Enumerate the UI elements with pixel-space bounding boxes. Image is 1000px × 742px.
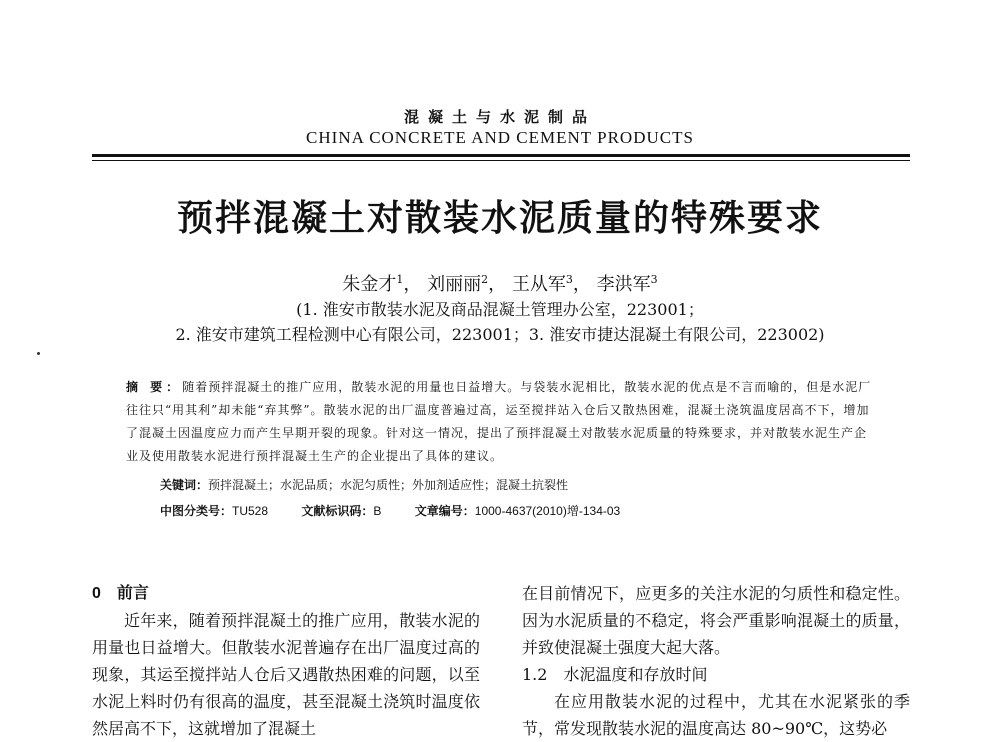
keywords: [160, 476, 568, 493]
author-name: 李洪军: [596, 274, 651, 295]
author-name: 王从军: [511, 274, 566, 295]
header-rule-thin: [92, 160, 910, 161]
body-paragraph: 在目前情况下，应更多的关注水泥的匀质性和稳定性。因为水泥质量的不稳定，将会严重影响混凝土的质量，并致使混凝土强度大起大落。: [522, 584, 910, 657]
author-affiliation-mark: 1: [396, 273, 404, 286]
header-rule-thick: [92, 154, 910, 157]
document-code-value: B: [373, 504, 382, 518]
classification-line: [160, 502, 620, 519]
article-title: 预拌混凝土对散装水泥质量的特殊要求: [176, 197, 823, 239]
author-separator: ，: [403, 274, 422, 295]
affiliation-line-2: 2. 淮安市建筑工程检测中心有限公司，223001；3. 淮安市捷达混凝土有限公司，223002): [175, 325, 825, 344]
class-number-value: TU528: [232, 504, 269, 518]
body-paragraph: 在应用散装水泥的过程中，尤其在水泥紧张的季节，常发现散装水泥的温度高达 80~90℃，这势必: [522, 692, 910, 738]
journal-title-english: CHINA CONCRETE AND CEMENT PRODUCTS: [306, 128, 694, 147]
subsection-heading: 1.2 水泥温度和存放时间: [522, 665, 708, 684]
affiliation-line-1: (1. 淮安市散装水泥及商品混凝土管理办公室，223001；: [296, 300, 704, 319]
article-number-label: 文章编号：: [414, 504, 475, 518]
body-paragraph: 近年来，随着预拌混凝土的推广应用，散装水泥的用量也日益增大。但散装水泥普遍存在出厂温度过高的现象，其运至搅拌站人仓后又遇散热困难的问题，以至水泥上料时仍有很高的温度，甚至混凝土浇筑时温度依然居高不下，这就增加了混凝土: [92, 611, 480, 738]
author-name: 朱金才: [342, 274, 397, 295]
author-affiliation-mark: 3: [650, 273, 658, 286]
class-number-label: 中图分类号：: [160, 504, 233, 518]
abstract-text: 随着预拌混凝土的推广应用，散装水泥的用量也日益增大。与袋装水泥相比，散装水泥的优点是不言而喻的，但是水泥厂往往只“用其利”却未能“弃其弊”。散装水泥的出厂温度普遍过高，运至搅拌站入仓后又散热困难，混凝土浇筑温度居高不下，增加了混凝土因温度应力而产生早期开裂的现象。针对这一情况，提出了预拌混凝土对散装水泥质量的特殊要求，并对散装水泥生产企业及使用散装水泥进行预拌混凝土生产的企业提出了具体的建议。: [126, 380, 872, 463]
article-number-value: 1000-4637(2010)增-134-03: [474, 504, 621, 518]
journal-title-chinese: 混凝土与水泥制品: [403, 108, 596, 126]
section-heading-intro: 0 前言: [92, 585, 149, 602]
author-separator: ，: [572, 274, 591, 295]
keywords-text: 预拌混凝土；水泥品质；水泥匀质性；外加剂适应性；混凝土抗裂性: [208, 478, 569, 492]
body-column-left: [92, 580, 480, 742]
author-affiliation-mark: 3: [565, 273, 573, 286]
abstract-label: 摘 要：: [126, 380, 183, 394]
body-column-right: [522, 580, 910, 742]
scan-speck: [37, 352, 40, 355]
abstract: [126, 376, 878, 468]
author-separator: ，: [488, 274, 507, 295]
author-line: [0, 270, 1000, 296]
keywords-label: 关键词：: [160, 478, 209, 492]
author-name: 刘丽丽: [427, 274, 482, 295]
author-affiliation-mark: 2: [481, 273, 489, 286]
document-code-label: 文献标识码：: [301, 504, 374, 518]
